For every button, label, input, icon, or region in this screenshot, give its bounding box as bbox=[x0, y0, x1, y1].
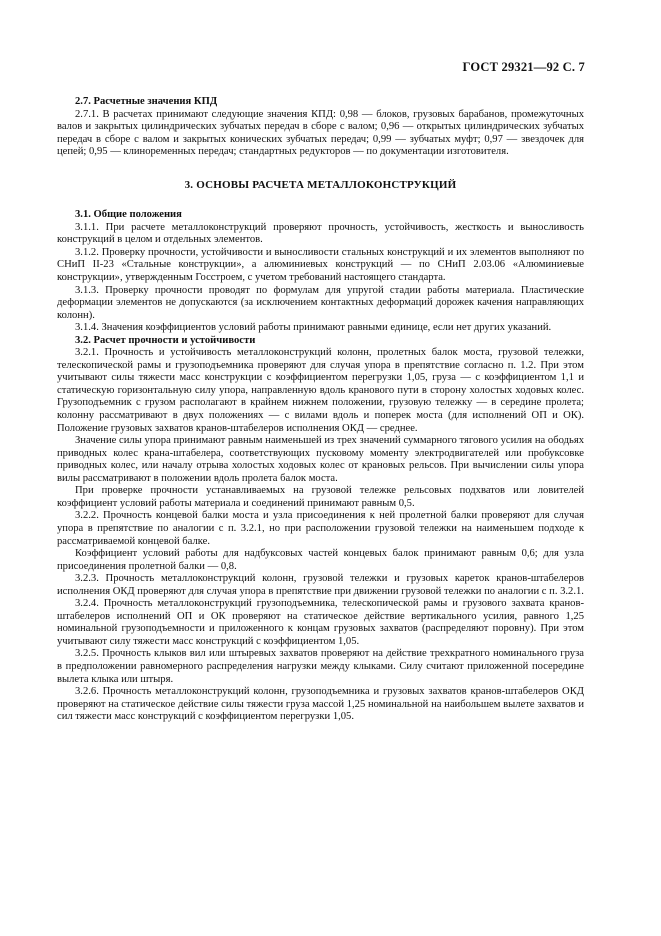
paragraph: 2.7.1. В расчетах принимают следующие значения КПД: 0,98 — блоков, грузовых барабанов, промежуточных валов и закрытых цилиндрических зубчатых передач в сборе с валом; 0,96 — открытых цилиндрических зубчатых передач в сборе с валом и закрытых конических зубчатых передач; 0,99 — зубчатых муфт; 0,97 — звездочек для цепей; 0,95 — клиноременных передач; стандартных редукторов — по документации изготовителя. bbox=[57, 108, 584, 158]
paragraph: Значение силы упора принимают равным наименьшей из трех значений суммарного тягового усилия на ободьях приводных колес крана-штабелера, соответствующих пусковому моменту электродвигателей или пробуксовке приводных колес, или началу отрыва холостых ходовых колес от крановых рельсов. При вычислении силы упора вилы рассматривают в положении вдоль пролета балок моста. bbox=[57, 435, 584, 484]
paragraph: 3.2.5. Прочность клыков вил или штыревых захватов проверяют на действие трехкратного номинального груза в предположении равномерного распределения нагрузки между клыками. Силу считают приложенной посередине вылета клыка или штыря. bbox=[57, 648, 584, 685]
paragraph: 3.2.4. Прочность металлоконструкций грузоподъемника, телескопической рамы и грузового захвата кранов-штабелеров исполнений ОП и ОК проверяют на статическое действие вертикального усилия, равного 1,25 номинальной грузоподъемности и приложенного к концам грузовых захватов (распределяют поровну). При этом учитывают силу тяжести масс конструкций с коэффициентом 1,05. bbox=[57, 598, 584, 647]
subsection-heading: 3.2. Расчет прочности и устойчивости bbox=[75, 334, 256, 346]
paragraph: 3.2.1. Прочность и устойчивость металлоконструкций колонн, пролетных балок моста, грузовой тележки, телескопической рамы и грузоподъемника проверяют для случая упора в препятствие согласно п. 1.2. При этом учитывают силы тяжести масс конструкции с коэффициентом перегрузки 1,05, груза — с коэффициентом 1,1 и статическую горизонтальную силу упора, направленную вдоль кранового пути в сторону холостых ходовых колес. Грузоподъемник с грузом располагают в крайнем нижнем положении, грузовую тележку — в середине пролета; колонну рассматривают в двух положениях — с вилами вдоль и поперек моста (для исполнений ОП и ОК). Положение грузовых захватов кранов-штабелеров исполнения ОКД — среднее. bbox=[57, 347, 584, 434]
paragraph: 3.2.2. Прочность концевой балки моста и узла присоединения к ней пролетной балки проверяют для случая упора в препятствие по аналогии с п. 3.2.1, но при расположении грузовой тележки на наименьшем подходе к рассматриваемой концевой балке. bbox=[57, 510, 584, 547]
subsection-heading: 3.1. Общие положения bbox=[75, 209, 182, 221]
section-heading: 3. ОСНОВЫ РАСЧЕТА МЕТАЛЛОКОНСТРУКЦИЙ bbox=[184, 178, 457, 191]
subsection-heading: 2.7. Расчетные значения КПД bbox=[75, 96, 218, 107]
paragraph: 3.1.1. При расчете металлоконструкций проверяют прочность, устойчивость, жесткость и выносливость конструкций в целом и отдельных элементов. bbox=[57, 221, 584, 246]
page-header: ГОСТ 29321—92 С. 7 bbox=[462, 60, 585, 74]
paragraph: При проверке прочности устанавливаемых на грузовой тележке рельсовых подхватов или ловителей коэффициент условий работы материала и соединений принимают равным 0,5. bbox=[57, 485, 584, 509]
paragraph: 3.2.6. Прочность металлоконструкций колонн, грузоподъемника и грузовых захватов кранов-штабелеров ОКД проверяют на статическое действие силы тяжести груза массой 1,25 номинальной на наибольшем вылете захватов и сил тяжести масс конструкций с коэффициентом перегрузки 1,05. bbox=[57, 686, 584, 723]
paragraph: 3.1.4. Значения коэффициентов условий работы принимают равными единице, если нет других указаний. bbox=[75, 322, 552, 334]
paragraph: 3.1.2. Проверку прочности, устойчивости и выносливости стальных конструкций и их элементов выполняют по СНиП II-23 «Стальные конструкции», а алюминиевых конструкций — по СНиП 2.03.06 «Алюминиевые конструкции», утвержденным Госстроем, с учетом требований настоящего стандарта. bbox=[57, 246, 584, 284]
paragraph: 3.1.3. Проверку прочности проводят по формулам для упругой стадии работы материала. Пластические деформации элементов не допускаются (за исключением контактных деформаций дорожек качения направляющих колонн). bbox=[57, 284, 584, 321]
paragraph: Коэффициент условий работы для надбуксовых частей концевых балок принимают равным 0,6; для узла присоединения пролетной балки — 0,8. bbox=[57, 548, 584, 572]
document-body bbox=[57, 96, 584, 724]
paragraph: 3.2.3. Прочность металлоконструкций колонн, грузовой тележки и грузовых кареток кранов-штабелеров исполнения ОКД проверяют для случая упора в препятствие при движении грузовой тележки по аналогии с п. 3.2.1. bbox=[57, 573, 584, 597]
